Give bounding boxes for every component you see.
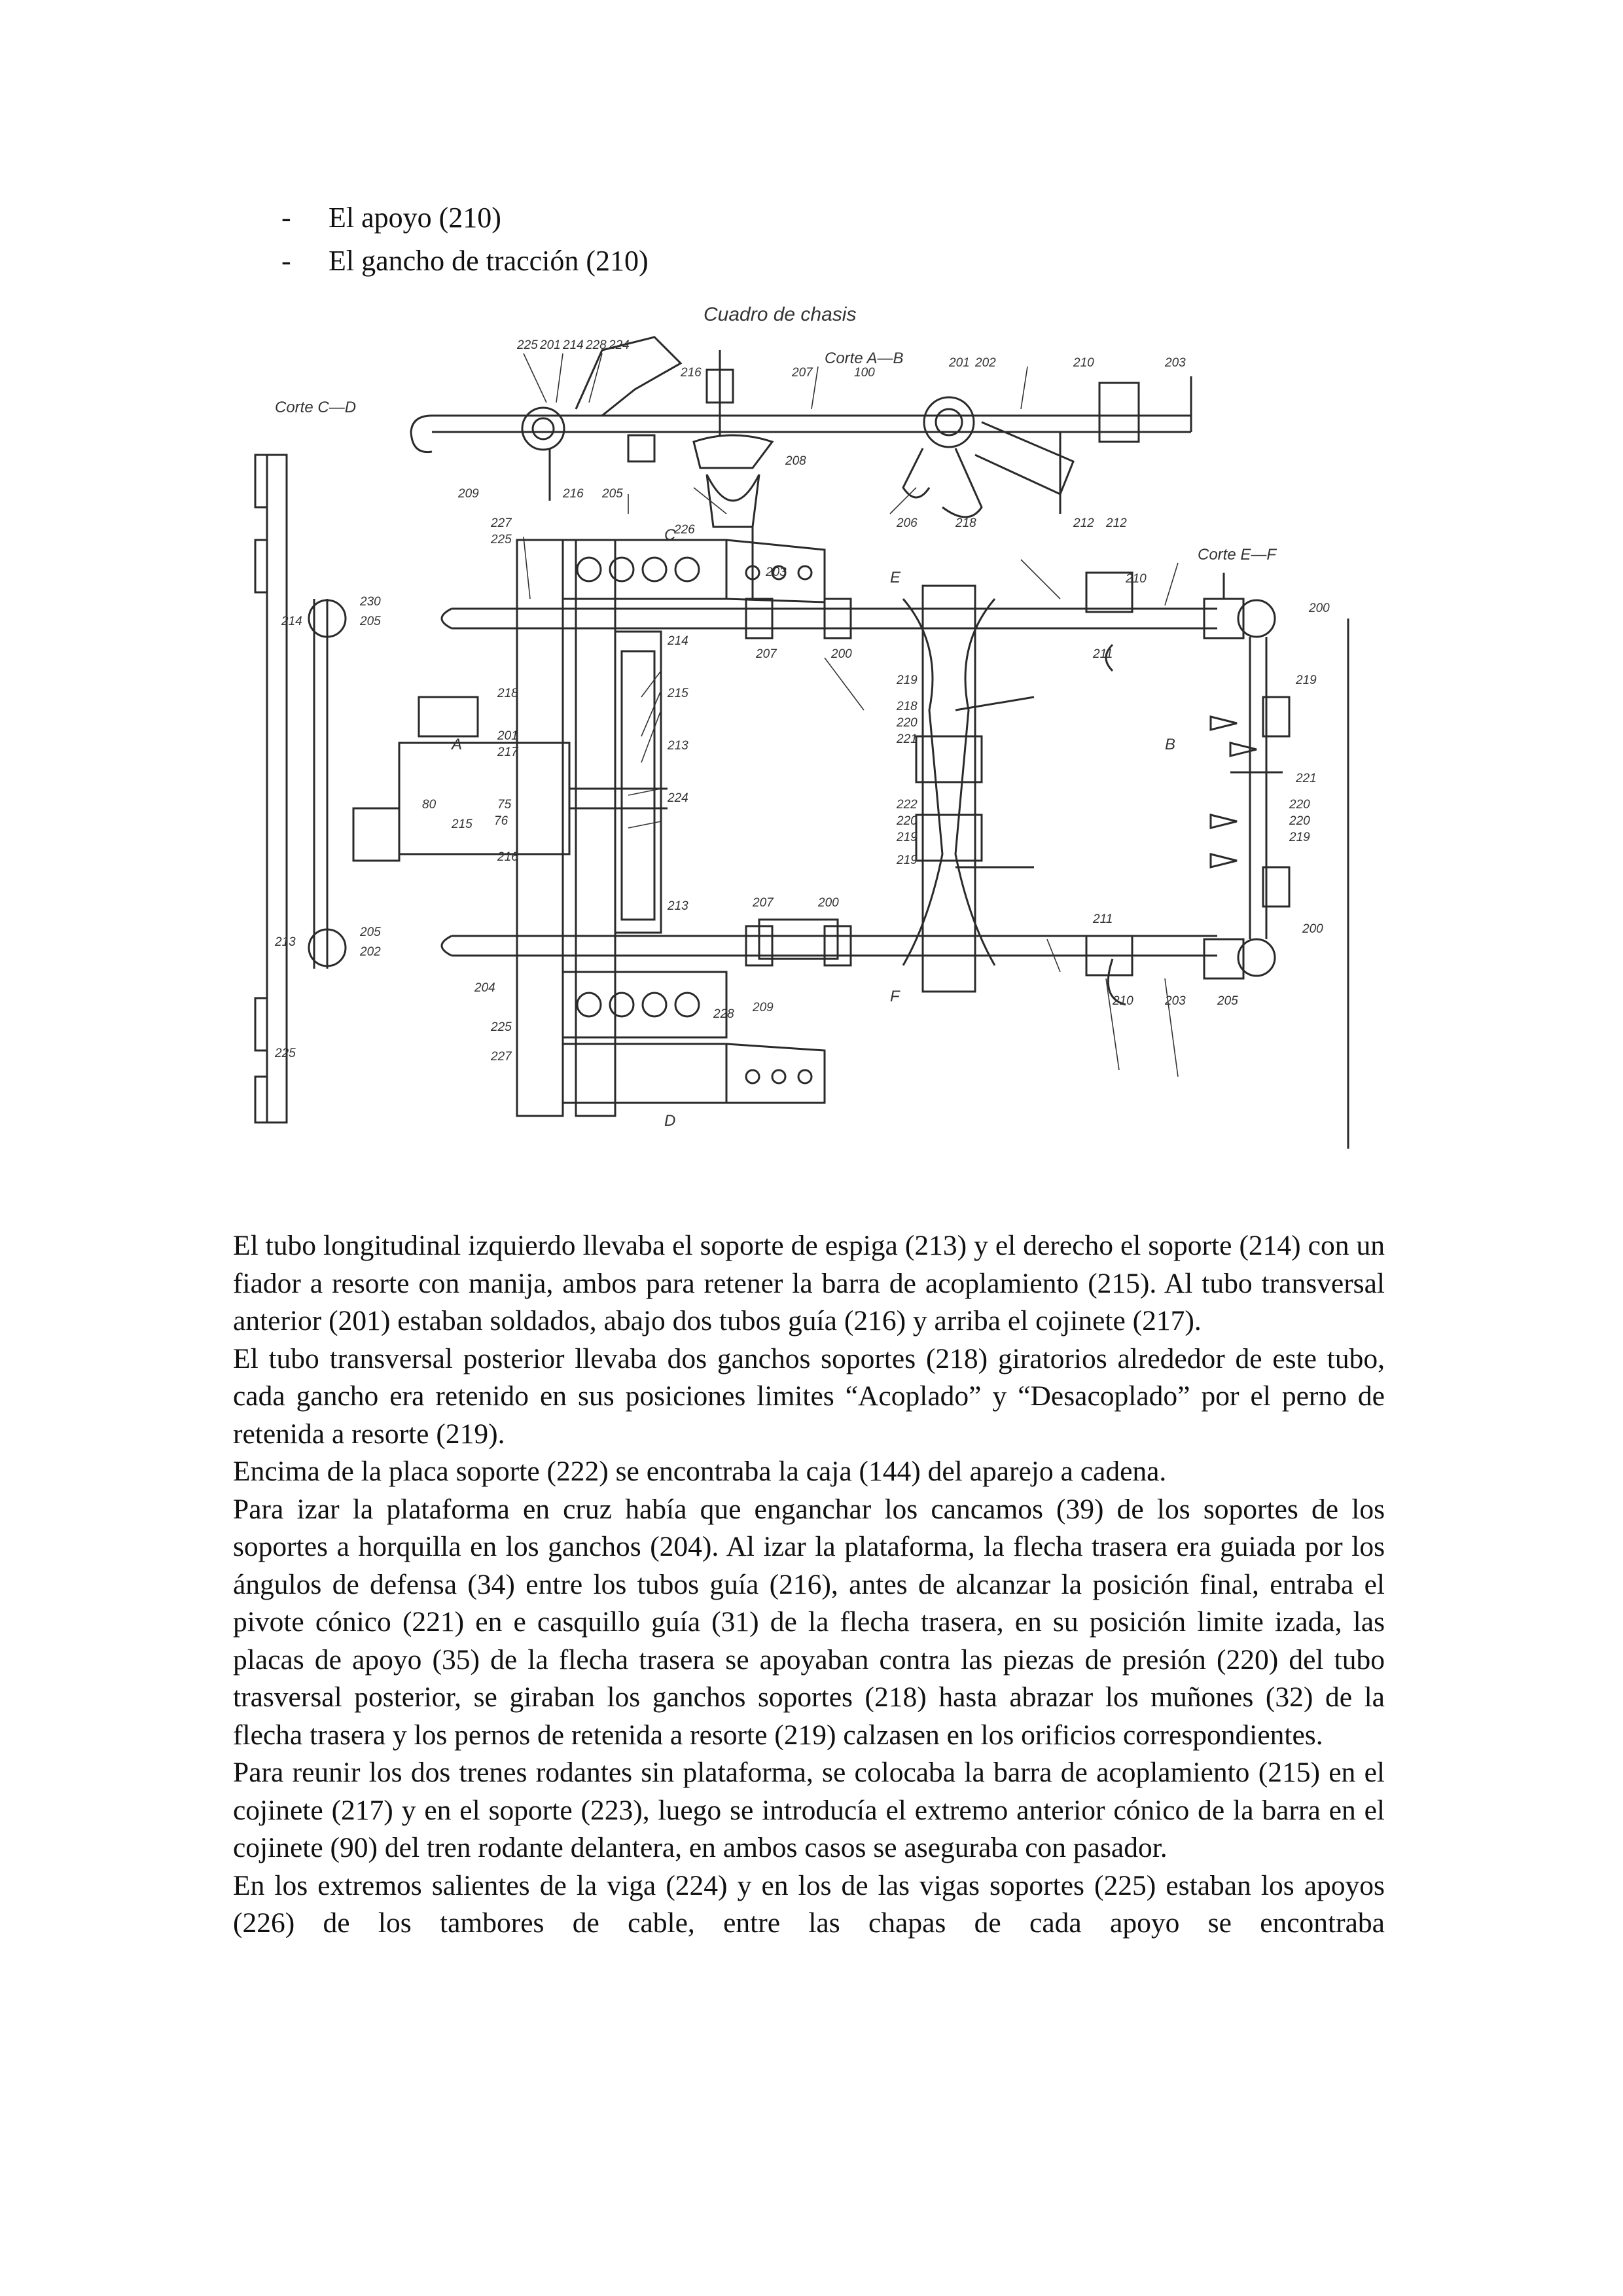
section-mark-b: B <box>1165 736 1176 753</box>
part-number-label: 225 <box>491 1020 512 1034</box>
part-number-label: 215 <box>668 687 688 700</box>
bullet-dash: - <box>281 245 291 277</box>
part-number-label: 210 <box>1073 356 1094 370</box>
part-number-label: 203 <box>1165 356 1186 370</box>
part-number-label: 214 <box>563 338 584 352</box>
part-number-label: 200 <box>1302 922 1323 936</box>
part-number-label: 201 <box>497 729 518 743</box>
part-number-label: 225 <box>491 533 512 547</box>
section-mark-f: F <box>890 988 900 1005</box>
bullet-text: El gancho de tracción (210) <box>329 245 649 277</box>
paragraph: En los extremos salientes de la viga (224) y en los de las vigas soportes (225) estaban los apoyos (226) de los tambores de cable, entre las chapas de cada apoyo se encontraba <box>233 1869 1385 1939</box>
part-number-label: 220 <box>897 814 918 828</box>
part-number-label: 221 <box>897 732 918 746</box>
part-number-label: 226 <box>674 523 695 537</box>
part-number-label: 215 <box>452 817 473 831</box>
section-mark-e: E <box>890 569 901 586</box>
section-mark-a: A <box>452 736 463 753</box>
part-number-label: 204 <box>474 981 495 995</box>
section-label-e-f: Corte E—F <box>1198 546 1277 564</box>
part-number-label: 203 <box>766 565 787 579</box>
part-number-label: 200 <box>831 647 852 661</box>
part-number-label: 76 <box>494 814 508 828</box>
part-number-label: 227 <box>491 516 512 530</box>
bullet-item <box>281 196 1394 240</box>
part-number-label: 207 <box>753 896 774 910</box>
part-number-label: 200 <box>818 896 839 910</box>
part-number-label: 205 <box>602 487 623 501</box>
part-number-label: 221 <box>1296 772 1317 785</box>
part-number-label: 213 <box>275 935 296 949</box>
part-number-label: 220 <box>1289 814 1310 828</box>
part-number-label: 219 <box>897 673 918 687</box>
paragraph: Para izar la plataforma en cruz había que enganchar los cancamos (39) de los soportes de los soportes a horquilla en los ganchos (204). Al izar la plataforma, la flecha trasera era guiada por los ángulos de defensa (34) entre los tubos guía (216), antes de alcanzar la posición final, entraba el pivote cónico (221) en e casquillo guía (31) de la flecha trasera, en su posición limite izada, las placas de apoyo (35) de la flecha trasera se apoyaban contra las piezas de presión (220) del tubo trasversal posterior, se giraban los ganchos soportes (218) hasta abrazar los muñones (32) de la flecha trasera y los pernos de retenida a resorte (219) calzasen en los orificios correspondientes. <box>233 1493 1385 1751</box>
part-number-label: 222 <box>897 798 918 812</box>
drawing-title: Cuadro de chasis <box>704 304 857 325</box>
part-number-label: 205 <box>1217 994 1238 1008</box>
paragraph: Encima de la placa soporte (222) se encontraba la caja (144) del aparejo a cadena. <box>233 1456 1167 1487</box>
body-text <box>233 1227 1385 1943</box>
part-number-label: 212 <box>1106 516 1127 530</box>
part-number-label: 225 <box>275 1047 296 1060</box>
part-number-label: 211 <box>1093 912 1113 926</box>
paragraph: El tubo longitudinal izquierdo llevaba el soporte de espiga (213) y el derecho el soporte (214) con un fiador a resorte con manija, ambos para retener la barra de acoplamiento (215). Al tubo transversal anterior (201) estaban soldados, abajo dos tubos guía (216) y arriba el cojinete (217). <box>233 1230 1385 1336</box>
part-number-label: 220 <box>1289 798 1310 812</box>
bullet-text: El apoyo (210) <box>329 202 501 234</box>
part-number-label: 214 <box>668 634 688 648</box>
part-number-label: 224 <box>668 791 688 805</box>
part-number-label: 100 <box>854 366 875 380</box>
part-number-label: 207 <box>756 647 777 661</box>
part-number-label: 202 <box>975 356 996 370</box>
bullet-list <box>281 196 1394 283</box>
part-number-label: 205 <box>360 925 381 939</box>
part-number-label: 213 <box>668 899 688 913</box>
part-number-label: 206 <box>897 516 918 530</box>
section-label-a-b: Corte A—B <box>825 350 904 367</box>
part-number-label: 217 <box>497 745 518 759</box>
part-number-label: 216 <box>497 850 518 864</box>
part-number-label: 80 <box>422 798 437 812</box>
section-label-c-d: Corte C—D <box>275 399 357 416</box>
part-number-label: 218 <box>897 700 918 713</box>
part-number-label: 218 <box>497 687 518 700</box>
part-number-label: 225 <box>517 338 538 352</box>
part-number-label: 220 <box>897 716 918 730</box>
part-number-label: 216 <box>681 366 702 380</box>
part-number-label: 208 <box>785 454 806 468</box>
part-number-label: 219 <box>897 853 918 867</box>
part-number-label: 207 <box>792 366 813 380</box>
part-number-label: 209 <box>458 487 479 501</box>
part-number-label: 203 <box>1165 994 1186 1008</box>
section-mark-c: C <box>664 526 676 544</box>
bullet-dash: - <box>281 202 291 234</box>
part-number-label: 201 <box>949 356 970 370</box>
part-number-label: 210 <box>1126 572 1147 586</box>
chassis-drawing-svg <box>236 291 1414 1155</box>
part-number-label: 219 <box>1296 673 1317 687</box>
part-number-label: 224 <box>609 338 630 352</box>
part-number-label: 209 <box>753 1001 774 1014</box>
part-number-label: 219 <box>1289 831 1310 844</box>
part-number-label: 228 <box>713 1007 734 1021</box>
part-number-label: 202 <box>360 945 381 959</box>
bullet-item <box>281 240 1394 283</box>
part-number-label: 210 <box>1113 994 1133 1008</box>
paragraph: El tubo transversal posterior llevaba dos ganchos soportes (218) giratorios alrededor de este tubo, cada gancho era retenido en sus posiciones limites “Acoplado” y “Desacoplado” por el perno de retenida a resorte (219). <box>233 1342 1385 1450</box>
section-mark-d: D <box>664 1112 676 1130</box>
chassis-technical-drawing <box>236 291 1414 1155</box>
part-number-label: 75 <box>497 798 512 812</box>
part-number-label: 214 <box>281 615 302 628</box>
part-number-label: 227 <box>491 1050 512 1064</box>
part-number-label: 213 <box>668 739 688 753</box>
part-number-label: 230 <box>360 595 381 609</box>
part-number-label: 212 <box>1073 516 1094 530</box>
paragraph: Para reunir los dos trenes rodantes sin plataforma, se colocaba la barra de acoplamiento (215) en el cojinete (217) y en el soporte (223), luego se introducía el extremo anterior cónico de la barra en el cojinete (90) del tren rodante delantera, en ambos casos se aseguraba con pasador. <box>233 1757 1385 1863</box>
part-number-label: 201 <box>540 338 561 352</box>
part-number-label: 218 <box>955 516 976 530</box>
part-number-label: 228 <box>586 338 607 352</box>
part-number-label: 205 <box>360 615 381 628</box>
part-number-label: 219 <box>897 831 918 844</box>
part-number-label: 200 <box>1309 601 1330 615</box>
part-number-label: 216 <box>563 487 584 501</box>
part-number-label: 211 <box>1093 647 1113 661</box>
